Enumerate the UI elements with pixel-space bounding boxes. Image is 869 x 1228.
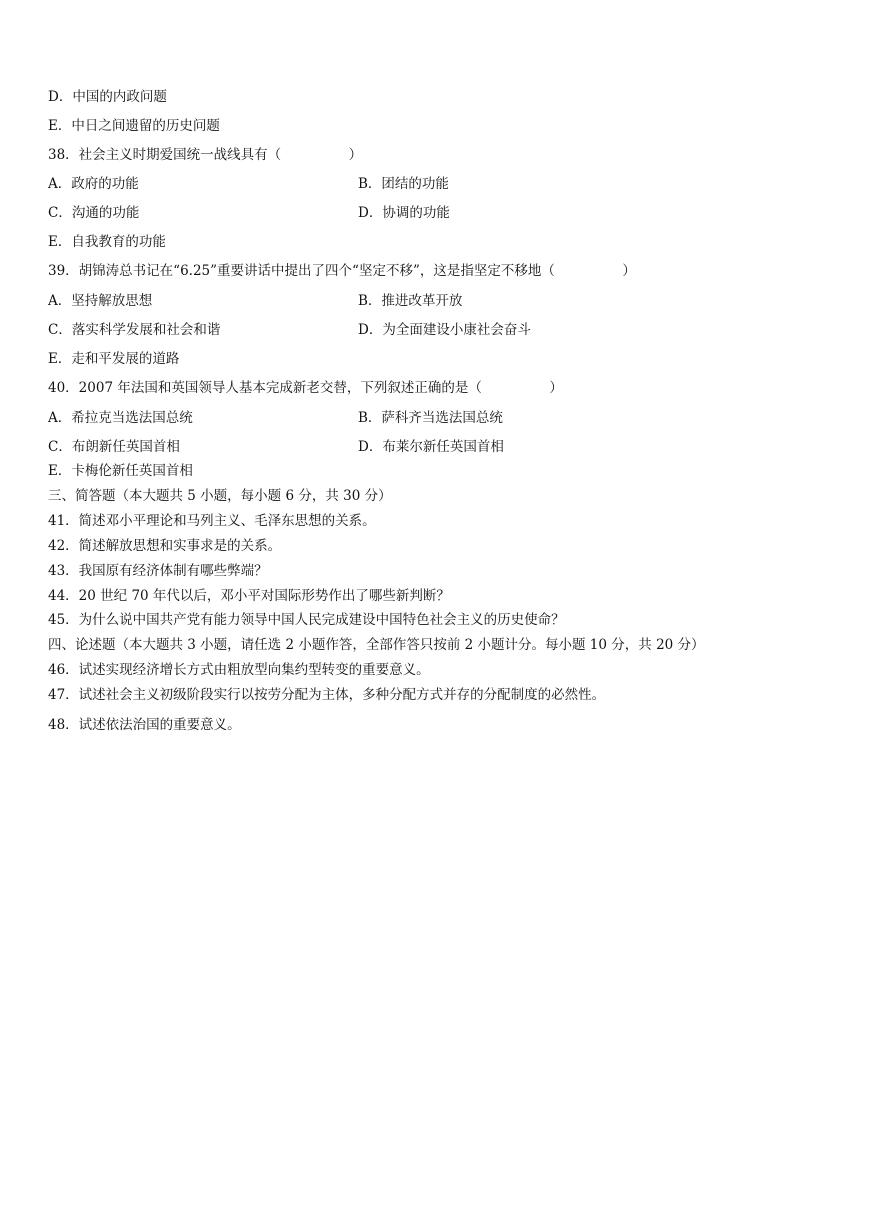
question-47: 47．试述社会主义初级阶段实行以按劳分配为主体，多种分配方式并存的分配制度的必然性。: [48, 687, 606, 703]
option-c: C．沟通的功能: [48, 205, 140, 221]
option-c: C．落实科学发展和社会和谐: [48, 322, 221, 338]
question-45: 45．为什么说中国共产党有能力领导中国人民完成建设中国特色社会主义的历史使命？: [48, 612, 565, 628]
question-44: 44．20 世纪 70 年代以后，邓小平对国际形势作出了哪些新判断？: [48, 588, 450, 604]
option-e: E．自我教育的功能: [48, 234, 166, 250]
option-c: C．布朗新任英国首相: [48, 439, 180, 455]
option-a: A．坚持解放思想: [48, 293, 153, 309]
option-d: D．协调的功能: [358, 205, 450, 221]
question-46: 46．试述实现经济增长方式由粗放型向集约型转变的重要意义。: [48, 662, 430, 678]
question-38: 38．社会主义时期爱国统一战线具有（ ）: [48, 147, 363, 163]
option-e: E．卡梅伦新任英国首相: [48, 463, 193, 479]
section-heading-short-answer: 三、简答题（本大题共 5 小题，每小题 6 分，共 30 分）: [48, 488, 392, 504]
question-40: 40．2007 年法国和英国领导人基本完成新老交替，下列叙述正确的是（ ）: [48, 380, 563, 396]
question-39: 39．胡锦涛总书记在“6.25”重要讲话中提出了四个“坚定不移”，这是指坚定不移地（ ）: [48, 263, 636, 279]
option-b: B．团结的功能: [358, 176, 449, 192]
question-42: 42．简述解放思想和实事求是的关系。: [48, 538, 282, 554]
option-e: E．走和平发展的道路: [48, 351, 180, 367]
option-e: E．中日之间遗留的历史问题: [48, 118, 220, 134]
option-b: B．推进改革开放: [358, 293, 463, 309]
option-d: D．布莱尔新任英国首相: [358, 439, 504, 455]
option-a: A．政府的功能: [48, 176, 139, 192]
option-a: A．希拉克当选法国总统: [48, 410, 193, 426]
option-b: B．萨科齐当选法国总统: [358, 410, 503, 426]
question-43: 43．我国原有经济体制有哪些弊端？: [48, 563, 268, 579]
option-d: D．为全面建设小康社会奋斗: [358, 322, 531, 338]
section-heading-essay: 四、论述题（本大题共 3 小题，请任选 2 小题作答，全部作答只按前 2 小题计分。每小题 10 分，共 20 分）: [48, 637, 705, 653]
question-48: 48．试述依法治国的重要意义。: [48, 717, 241, 733]
question-41: 41．简述邓小平理论和马列主义、毛泽东思想的关系。: [48, 513, 376, 529]
option-d: D．中国的内政问题: [48, 89, 167, 105]
